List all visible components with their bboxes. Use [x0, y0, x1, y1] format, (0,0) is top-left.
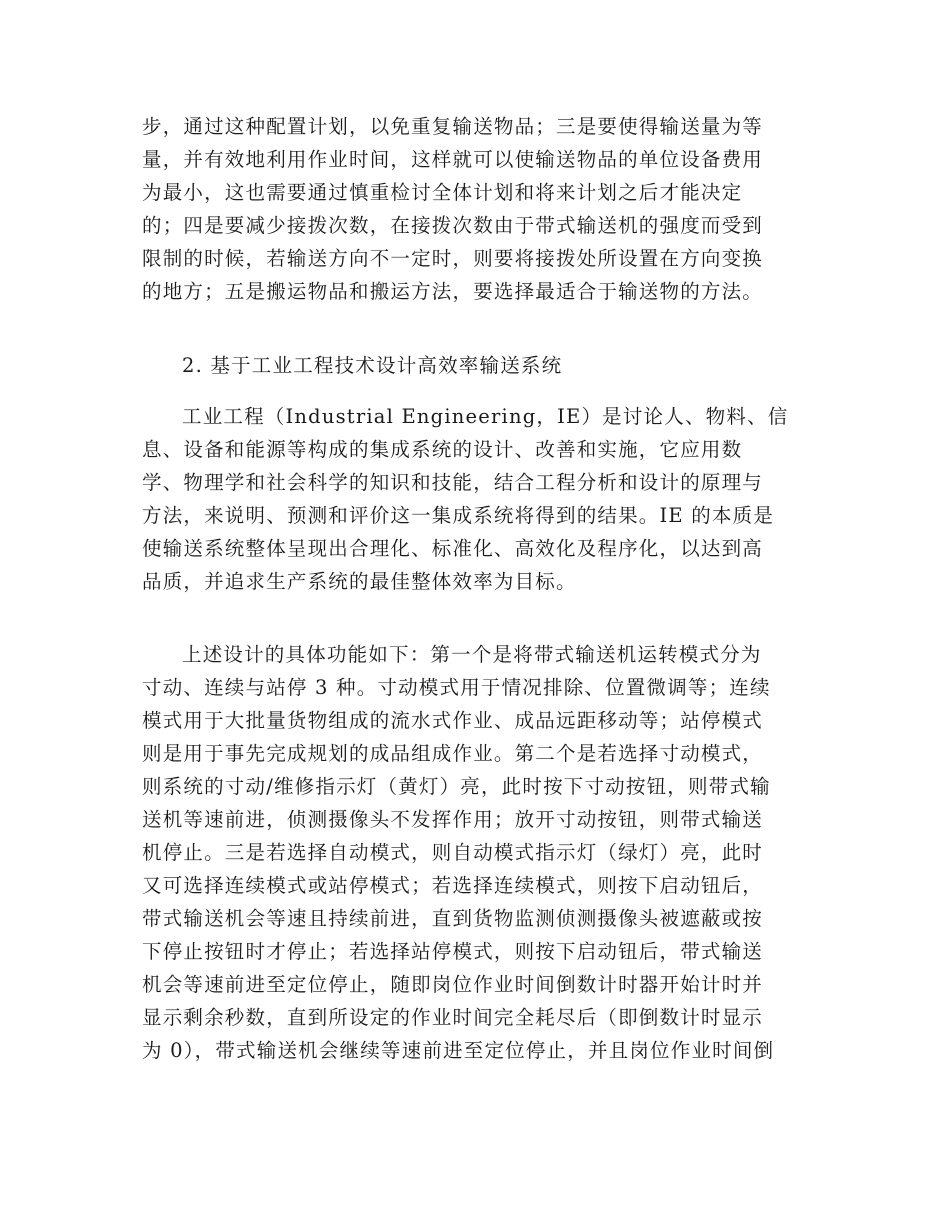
paragraph-line: 学、物理学和社会科学的知识和技能，结合工程分析和设计的原理与	[142, 471, 764, 494]
ie-paragraph	[142, 400, 802, 598]
paragraph-line: 显示剩余秒数，直到所设定的作业时间完全耗尽后（即倒数计时显示	[142, 1006, 764, 1029]
function-paragraph	[142, 638, 802, 1067]
paragraph-line: 的地方；五是搬运物品和搬运方法，要选择最适合于输送物的方法。	[142, 280, 764, 303]
paragraph-line: 工业工程（Industrial Engineering，IE）是讨论人、物料、信	[182, 405, 789, 428]
paragraph-line: 步，通过这种配置计划，以免重复输送物品；三是要使得输送量为等	[142, 115, 764, 138]
section-heading: 2. 基于工业工程技术设计高效率输送系统	[182, 354, 563, 377]
paragraph-line: 量，并有效地利用作业时间，这样就可以使输送物品的单位设备费用	[142, 148, 764, 171]
continuation-paragraph	[142, 110, 802, 308]
paragraph-line: 上述设计的具体功能如下：第一个是将带式输送机运转模式分为	[182, 643, 762, 666]
paragraph-line: 送机等速前进，侦测摄像头不发挥作用；放开寸动按钮，则带式输送	[142, 808, 764, 831]
paragraph-line: 又可选择连续模式或站停模式；若选择连续模式，则按下启动钮后，	[142, 874, 764, 897]
paragraph-line: 方法，来说明、预测和评价这一集成系统将得到的结果。IE 的本质是	[142, 504, 775, 527]
paragraph-line: 模式用于大批量货物组成的流水式作业、成品远距移动等；站停模式	[142, 709, 764, 732]
paragraph-line: 则是用于事先完成规划的成品组成作业。第二个是若选择寸动模式，	[142, 742, 764, 765]
paragraph-line: 下停止按钮时才停止；若选择站停模式，则按下启动钮后，带式输送	[142, 940, 764, 963]
paragraph-line: 的；四是要减少接拨次数，在接拨次数由于带式输送机的强度而受到	[142, 214, 764, 237]
paragraph-line: 限制的时候，若输送方向不一定时，则要将接拨处所设置在方向变换	[142, 247, 764, 270]
paragraph-line: 则系统的寸动/维修指示灯（黄灯）亮，此时按下寸动按钮，则带式输	[142, 775, 771, 798]
paragraph-line: 寸动、连续与站停 3 种。寸动模式用于情况排除、位置微调等；连续	[142, 676, 771, 699]
paragraph-line: 机会等速前进至定位停止，随即岗位作业时间倒数计时器开始计时并	[142, 973, 764, 996]
paragraph-line: 带式输送机会等速且持续前进，直到货物监测侦测摄像头被遮蔽或按	[142, 907, 764, 930]
paragraph-line: 品质，并追求生产系统的最佳整体效率为目标。	[142, 570, 577, 593]
paragraph-line: 息、设备和能源等构成的集成系统的设计、改善和实施，它应用数	[142, 438, 743, 461]
paragraph-line: 机停止。三是若选择自动模式，则自动模式指示灯（绿灯）亮，此时	[142, 841, 764, 864]
paragraph-line: 为 0），带式输送机会继续等速前进至定位停止，并且岗位作业时间倒	[142, 1039, 775, 1062]
paragraph-line: 使输送系统整体呈现出合理化、标准化、高效化及程序化，以达到高	[142, 537, 764, 560]
paragraph-line: 为最小，这也需要通过慎重检讨全体计划和将来计划之后才能决定	[142, 181, 743, 204]
